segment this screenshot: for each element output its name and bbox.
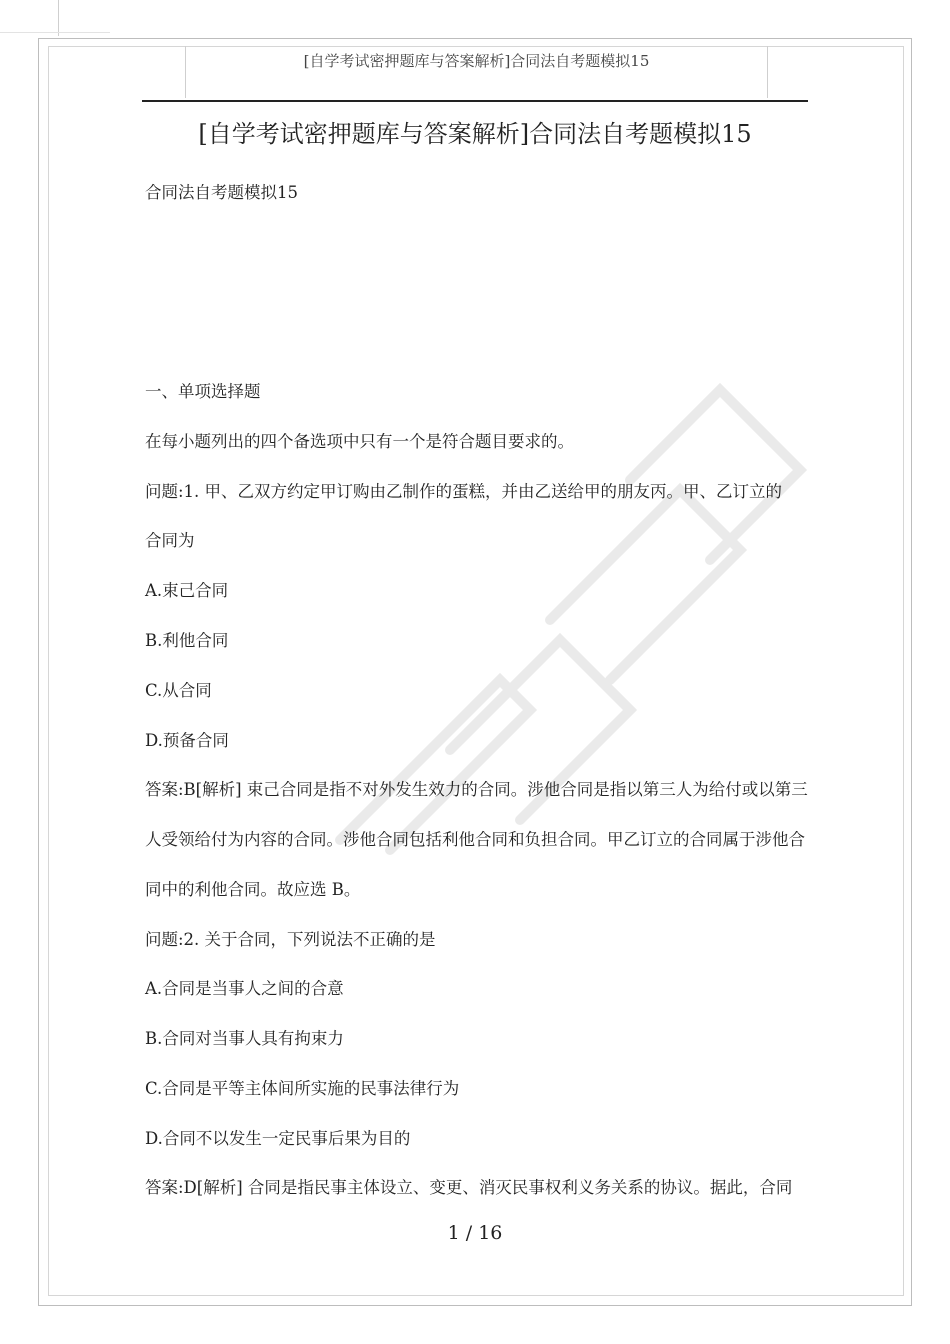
document-subtitle: 合同法自考题模拟15 — [145, 183, 298, 202]
question-2-option-c: C.合同是平等主体间所实施的民事法律行为 — [145, 1079, 460, 1098]
question-2-answer: 答案:D[解析] 合同是指民事主体设立、变更、消灭民事权利义务关系的协议。据此，合同 — [145, 1178, 793, 1197]
crop-mark-horizontal — [0, 32, 110, 33]
running-header-title: [自学考试密押题库与答案解析]合同法自考题模拟15 — [303, 52, 650, 70]
section-instruction: 在每小题列出的四个备选项中只有一个是符合题目要求的。 — [145, 432, 574, 451]
question-1-stem-continued: 合同为 — [145, 531, 195, 550]
header-divider — [142, 100, 808, 102]
question-1-option-a: A.束己合同 — [145, 581, 229, 600]
page-indicator: 1 / 16 — [447, 1222, 503, 1244]
question-2-option-a: A.合同是当事人之间的合意 — [145, 979, 344, 998]
crop-mark-vertical — [58, 0, 59, 36]
section-heading: 一、单项选择题 — [145, 382, 261, 401]
question-2-option-b: B.合同对当事人具有拘束力 — [145, 1029, 344, 1048]
question-2-stem: 问题:2. 关于合同，下列说法不正确的是 — [145, 930, 436, 949]
question-1-option-d: D.预备合同 — [145, 731, 229, 750]
question-1-answer: 答案:B[解析] 束己合同是指不对外发生效力的合同。涉他合同是指以第三人为给付或以第三 — [145, 780, 808, 799]
running-header — [185, 46, 768, 98]
question-1-answer-continued: 人受领给付为内容的合同。涉他合同包括利他合同和负担合同。甲乙订立的合同属于涉他合 — [145, 830, 805, 849]
question-1-stem: 问题:1. 甲、乙双方约定甲订购由乙制作的蛋糕，并由乙送给甲的朋友丙。甲、乙订立的 — [145, 482, 783, 501]
question-2-option-d: D.合同不以发生一定民事后果为目的 — [145, 1129, 411, 1148]
question-1-answer-end: 同中的利他合同。故应选 B。 — [145, 880, 361, 899]
document-title: [自学考试密押题库与答案解析]合同法自考题模拟15 — [198, 120, 752, 148]
question-1-option-c: C.从合同 — [145, 681, 212, 700]
question-1-option-b: B.利他合同 — [145, 631, 229, 650]
